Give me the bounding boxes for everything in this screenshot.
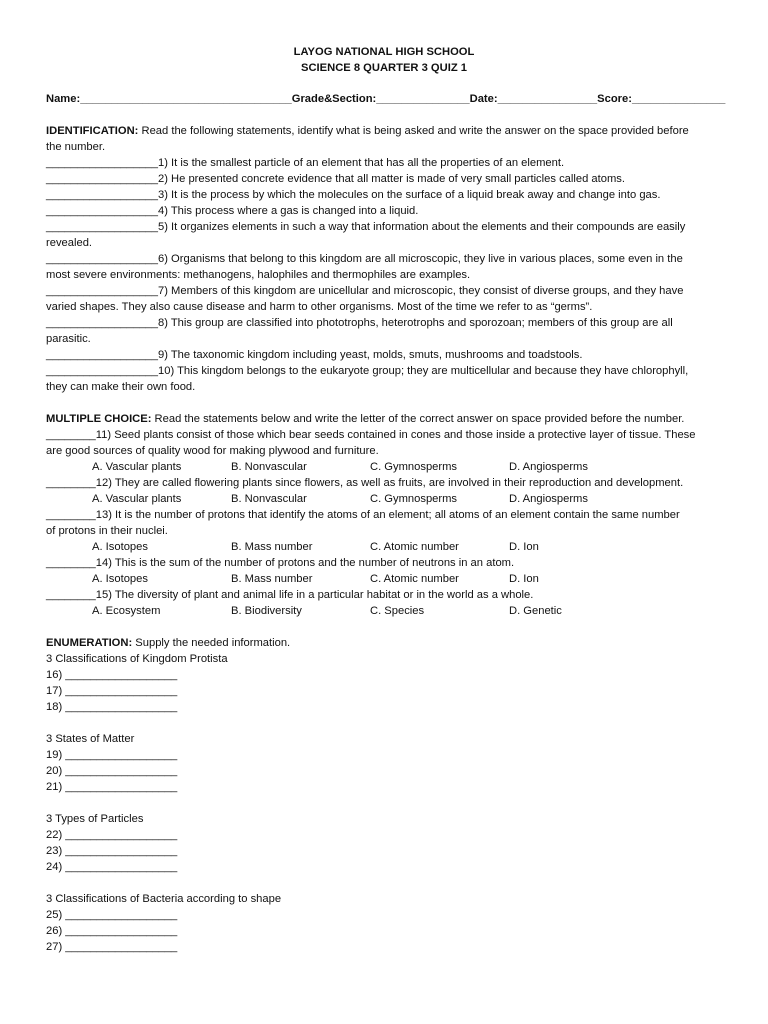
question-item [46, 427, 722, 475]
identification-line: __________________6) Organisms that belong to this kingdom are all microscopic, they live in various places, some even in the [46, 253, 683, 265]
question-item [46, 475, 722, 507]
choice-option: B. Biodiversity [231, 605, 302, 617]
question-item [46, 507, 722, 555]
identification-instruction: IDENTIFICATION: Read the following statements, identify what is being asked and write the answer on the space provided before [46, 125, 689, 137]
enumeration-answer-line: 26) __________________ [46, 925, 178, 937]
answer-choices [46, 539, 722, 555]
answer-choices [46, 571, 722, 587]
choice-option: D. Angiosperms [509, 461, 588, 473]
identification-line: they can make their own food. [46, 381, 196, 393]
quiz-page [46, 44, 726, 955]
choice-option: A. Vascular plants [92, 493, 182, 505]
identification-line: __________________7) Members of this kingdom are unicellular and microscopic, they consist of diverse groups, and they have [46, 285, 684, 297]
answer-choices [46, 491, 722, 507]
multiple-choice-section [46, 411, 722, 619]
identification-line: __________________9) The taxonomic kingdom including yeast, molds, smuts, mushrooms and toadstools. [46, 349, 583, 361]
identification-line: revealed. [46, 237, 93, 249]
question-text: ________11) Seed plants consist of those which bear seeds contained in cones and those inside a protective layer of tissue. These [46, 429, 696, 441]
question-text: of protons in their nuclei. [46, 525, 168, 537]
enumeration-answer-line: 23) __________________ [46, 845, 178, 857]
identification-line: most severe environments: methanogens, halophiles and thermophiles are examples. [46, 269, 471, 281]
choice-option: A. Ecosystem [92, 605, 161, 617]
enumeration-group-title: 3 Types of Particles [46, 813, 144, 825]
enumeration-answer-line: 19) __________________ [46, 749, 178, 761]
choice-option: D. Ion [509, 573, 539, 585]
answer-choices [46, 459, 722, 475]
choice-option: A. Isotopes [92, 573, 148, 585]
choice-option: C. Atomic number [370, 573, 459, 585]
identification-line: __________________8) This group are classified into phototrophs, heterotrophs and sporozoan; members of this group are all [46, 317, 673, 329]
identification-line: __________________2) He presented concrete evidence that all matter is made of very small particles called atoms. [46, 173, 625, 185]
enumeration-answer-line: 21) __________________ [46, 781, 178, 793]
choice-option: B. Mass number [231, 573, 313, 585]
choice-option: A. Isotopes [92, 541, 148, 553]
choice-option: D. Genetic [509, 605, 562, 617]
enumeration-answer-line: 22) __________________ [46, 829, 178, 841]
group-spacer [46, 715, 722, 731]
choice-option: B. Mass number [231, 541, 313, 553]
choice-option: C. Atomic number [370, 541, 459, 553]
identification-line: __________________4) This process where a gas is changed into a liquid. [46, 205, 419, 217]
quiz-title: SCIENCE 8 QUARTER 3 QUIZ 1 [301, 62, 467, 74]
group-spacer [46, 795, 722, 811]
question-text: ________13) It is the number of protons that identify the atoms of an element; all atoms of an element contain the same number [46, 509, 680, 521]
enumeration-section [46, 635, 722, 955]
enumeration-heading: ENUMERATION: [46, 637, 133, 649]
choice-option: D. Ion [509, 541, 539, 553]
choice-option: D. Angiosperms [509, 493, 588, 505]
question-text: are good sources of quality wood for making plywood and furniture. [46, 445, 379, 457]
choice-option: B. Nonvascular [231, 493, 307, 505]
enumeration-groups [46, 651, 722, 955]
identification-line: __________________5) It organizes elements in such a way that information about the elements and their compounds are easily [46, 221, 686, 233]
identification-line: varied shapes. They also cause disease and harm to other organisms. Most of the time we refer to as “germs”. [46, 301, 593, 313]
enumeration-answer-line: 17) __________________ [46, 685, 178, 697]
question-item [46, 555, 722, 587]
enumeration-answer-line: 16) __________________ [46, 669, 178, 681]
choice-option: A. Vascular plants [92, 461, 182, 473]
enumeration-answer-line: 27) __________________ [46, 941, 178, 953]
school-name: LAYOG NATIONAL HIGH SCHOOL [293, 46, 475, 58]
identification-heading: IDENTIFICATION: [46, 125, 139, 137]
identification-line: __________________1) It is the smallest particle of an element that has all the properties of an element. [46, 157, 565, 169]
student-info-line: Name:__________________________________Grade&Section:_______________Date:________________Score:_______________ [46, 93, 726, 105]
enumeration-answer-line: 18) __________________ [46, 701, 178, 713]
question-text: ________12) They are called flowering plants since flowers, as well as fruits, are involved in their reproduction and development. [46, 477, 684, 489]
multiple-choice-items [46, 427, 722, 619]
choice-option: C. Species [370, 605, 425, 617]
choice-option: C. Gymnosperms [370, 461, 458, 473]
identification-line: __________________3) It is the process by which the molecules on the surface of a liquid break away and change into gas. [46, 189, 661, 201]
identification-line: __________________10) This kingdom belongs to the eukaryote group; they are multicellular and because they have chlorophyll, [46, 365, 689, 377]
enumeration-group-title: 3 Classifications of Kingdom Protista [46, 653, 228, 665]
question-text: ________15) The diversity of plant and animal life in a particular habitat or in the world as a whole. [46, 589, 534, 601]
enumeration-group-title: 3 Classifications of Bacteria according to shape [46, 893, 282, 905]
identification-line: parasitic. [46, 333, 91, 345]
enumeration-answer-line: 24) __________________ [46, 861, 178, 873]
multiple-choice-heading: MULTIPLE CHOICE: [46, 413, 152, 425]
enumeration-answer-line: 20) __________________ [46, 765, 178, 777]
group-spacer [46, 875, 722, 891]
enumeration-instruction: ENUMERATION: Supply the needed information. [46, 637, 291, 649]
enumeration-group-title: 3 States of Matter [46, 733, 135, 745]
identification-items [46, 155, 722, 395]
choice-option: C. Gymnosperms [370, 493, 458, 505]
identification-instruction-cont: the number. [46, 141, 106, 153]
identification-section [46, 123, 722, 395]
answer-choices [46, 603, 722, 619]
enumeration-answer-line: 25) __________________ [46, 909, 178, 921]
multiple-choice-instruction: MULTIPLE CHOICE: Read the statements below and write the letter of the correct answer on space provided before the number. [46, 413, 685, 425]
question-item [46, 587, 722, 619]
question-text: ________14) This is the sum of the number of protons and the number of neutrons in an atom. [46, 557, 515, 569]
choice-option: B. Nonvascular [231, 461, 307, 473]
